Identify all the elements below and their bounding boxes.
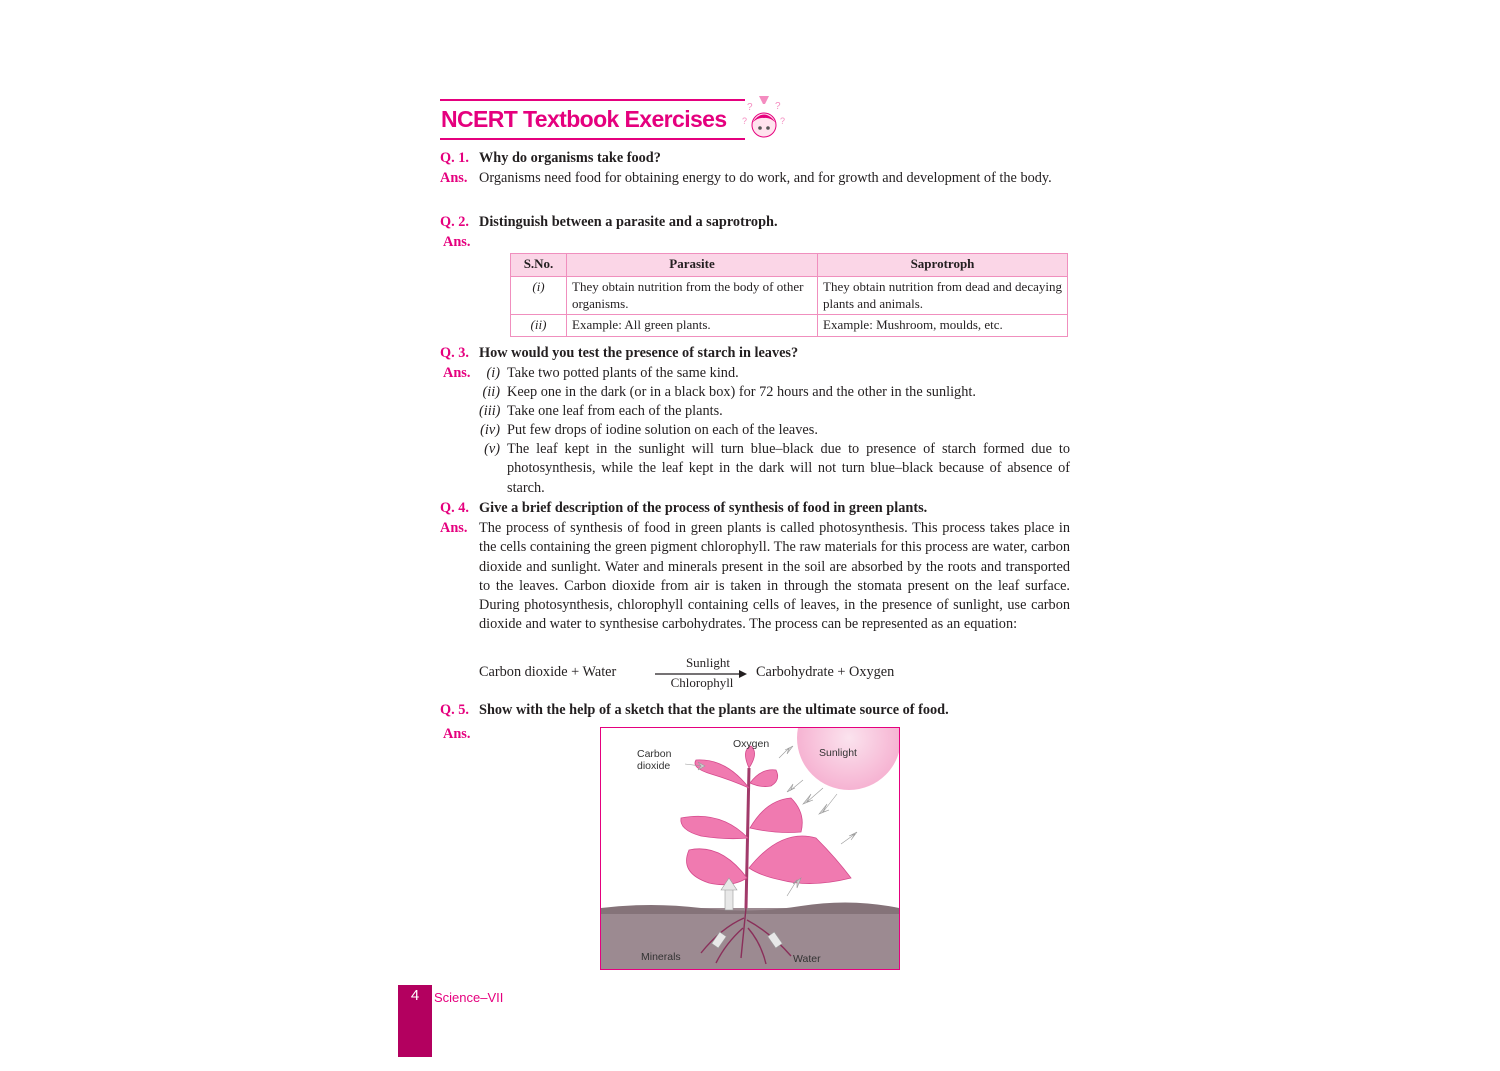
exercise-page <box>440 96 1070 965</box>
equation-reactants: Carbon dioxide + Water <box>479 664 617 680</box>
table-cell: Example: All green plants. <box>567 315 818 337</box>
answer-label: Ans. <box>443 726 471 742</box>
table-row <box>511 315 1068 337</box>
question-1 <box>440 149 1070 209</box>
page-number: 4 <box>410 987 420 1004</box>
list-text: Take two potted plants of the same kind. <box>507 365 739 381</box>
list-number: (iii) <box>479 403 501 419</box>
table-cell: They obtain nutrition from the body of other organisms. <box>567 277 818 315</box>
question-text: Show with the help of a sketch that the plants are the ultimate source of food. <box>479 702 949 718</box>
list-text: Keep one in the dark (or in a black box) for 72 hours and the other in the sunlight. <box>507 384 976 400</box>
section-title: NCERT Textbook Exercises <box>441 106 727 132</box>
table-cell: (i) <box>511 277 567 315</box>
header-rule-top <box>440 99 745 101</box>
question-label: Q. 3. <box>440 345 469 361</box>
question-text: Give a brief description of the process of synthesis of food in green plants. <box>479 500 928 516</box>
svg-text:?: ? <box>747 102 753 113</box>
thinking-child-icon <box>738 94 790 144</box>
question-label: Q. 4. <box>440 500 469 516</box>
question-label: Q. 5. <box>440 702 469 718</box>
carbon-dioxide-label-line2: dioxide <box>637 760 671 772</box>
answer-text: Organisms need food for obtaining energy to do work, and for growth and development of the body. <box>479 170 1052 186</box>
answer-label: Ans. <box>440 170 468 186</box>
svg-text:?: ? <box>742 116 748 126</box>
minerals-label: Minerals <box>641 951 681 963</box>
question-3 <box>440 344 1070 494</box>
table-header-row <box>511 254 1068 277</box>
book-title: Science–VII <box>434 990 504 1005</box>
sunlight-label: Sunlight <box>819 747 857 759</box>
answer-label: Ans. <box>443 234 471 250</box>
list-text: Take one leaf from each of the plants. <box>507 403 723 419</box>
table-header: S.No. <box>511 254 567 277</box>
oxygen-label: Oxygen <box>733 738 770 750</box>
answer-text: The process of synthesis of food in green plants is called photosynthesis. This process takes place in the cells containing the green pigment chlorophyll. The raw materials for this process are water, carbon dioxide and sunlight. Water and minerals present in the soil are absorbed by the roots and transported to the leaves. Carbon dioxide from air is taken in through the stomata present on the leaf surface. During photosynthesis, chlorophyll containing cells of leaves, in the presence of sunlight, use carbon dioxide and water to synthesise carbohydrates. The process can be represented as an equation: <box>479 520 1070 633</box>
question-text: Distinguish between a parasite and a saprotroph. <box>479 214 778 230</box>
svg-text:?: ? <box>775 101 781 112</box>
equation-products: Carbohydrate + Oxygen <box>756 664 895 680</box>
table-cell: They obtain nutrition from dead and decaying plants and animals. <box>818 277 1068 315</box>
list-number: (i) <box>486 365 500 381</box>
section-header <box>440 96 1070 144</box>
list-number: (ii) <box>482 384 500 400</box>
list-number: (v) <box>484 441 500 457</box>
photosynthesis-equation <box>479 655 979 699</box>
equation-condition-above: Sunlight <box>685 655 731 670</box>
list-text: Put few drops of iodine solution on each of the leaves. <box>507 422 818 438</box>
table-cell: (ii) <box>511 315 567 337</box>
answer-label: Ans. <box>443 365 471 381</box>
table-header: Saprotroph <box>818 254 1068 277</box>
table-row <box>511 277 1068 315</box>
answer-label: Ans. <box>440 520 468 536</box>
question-label: Q. 2. <box>440 214 469 230</box>
equation-condition-below: Chlorophyll <box>670 675 734 690</box>
carbon-dioxide-label-line1: Carbon <box>637 748 672 760</box>
parasite-saprotroph-table <box>510 253 1068 337</box>
header-rule-bottom <box>440 138 745 140</box>
question-text: Why do organisms take food? <box>479 150 661 166</box>
list-number: (iv) <box>480 422 500 438</box>
photosynthesis-sketch <box>600 727 900 970</box>
svg-text:?: ? <box>780 116 786 126</box>
list-text: The leaf kept in the sunlight will turn blue–black due to presence of starch formed due to photosynthesis, while the leaf kept in the dark will not turn blue–black because of absence of starch. <box>507 441 1070 496</box>
table-header: Parasite <box>567 254 818 277</box>
plant-illustration <box>601 728 899 969</box>
question-label: Q. 1. <box>440 150 469 166</box>
water-label: Water <box>793 953 821 965</box>
table-cell: Example: Mushroom, moulds, etc. <box>818 315 1068 337</box>
question-text: How would you test the presence of starch in leaves? <box>479 345 799 361</box>
